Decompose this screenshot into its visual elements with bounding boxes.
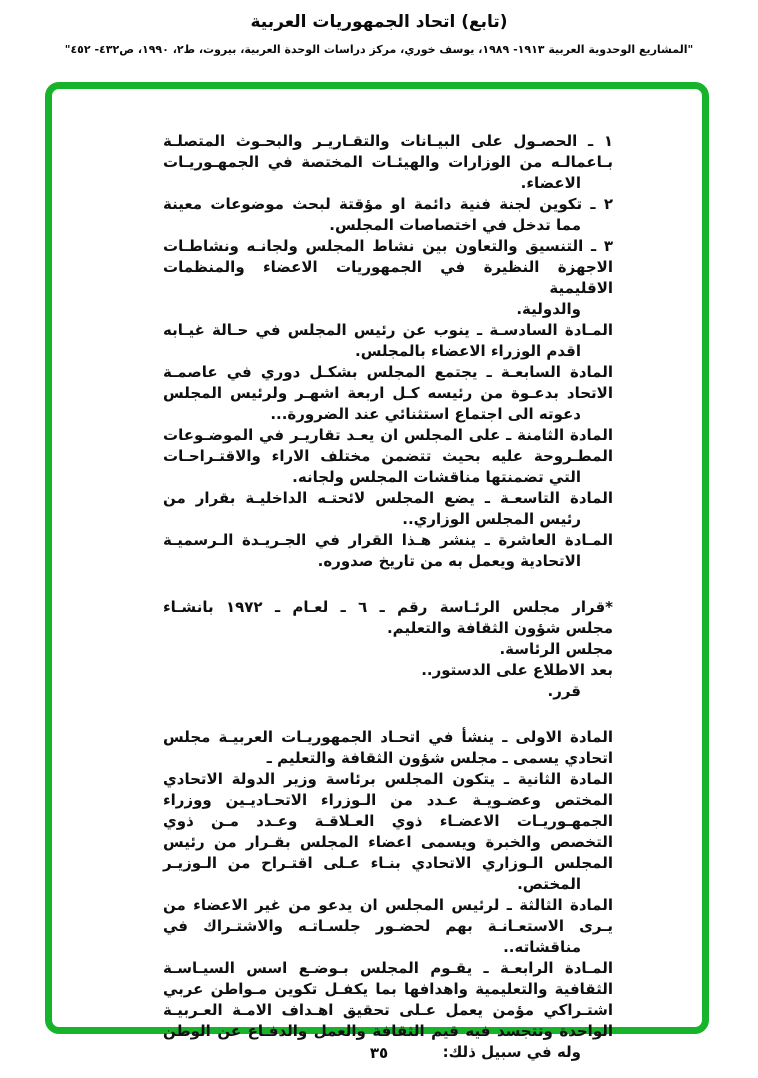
text-line: المطـروحة عليه بحيث تتضمن مختلف الاراء والاقتـراحـات (163, 447, 613, 465)
text-line: ٢ ـ تكوين لجنة فنية دائمة او مؤقتة لبحث موضوعات معينة (163, 195, 613, 213)
paragraph (163, 530, 613, 572)
text-line: المـادة الرابعـة ـ يقـوم المجلس بـوضـع اسس السيـاسـة (163, 959, 613, 977)
text-line: دعوته الى اجتماع استثنائي عند الضرورة... (270, 405, 581, 423)
paragraph (163, 362, 613, 425)
text-line: وله في سبيل ذلك: (442, 1043, 581, 1061)
text-line: قرر. (547, 682, 581, 700)
text-line: المجلس الـوزاري الاتحادي بنـاء عـلى اقتـراح من الـوزيـر (163, 854, 613, 872)
text-line: الاجهزة النظيرة في الجمهوريات الاعضاء والمنظمات الاقليمية (163, 258, 613, 297)
paragraph (163, 895, 613, 958)
paragraph (163, 320, 613, 362)
page-number: ٣٥ (369, 1044, 389, 1062)
text-line: اشتـراكي مؤمن يعمل عـلى تحقيق اهـداف الامـة العـربيـة (163, 1001, 613, 1019)
text-line: الثقافية والتعليمية واهدافها بما يكفـل تكوين مـواطن عربي (163, 980, 613, 998)
paragraph (163, 727, 613, 769)
text-line: الاتحادية ويعمل به من تاريخ صدوره. (317, 552, 581, 570)
text-line: *قرار مجلس الرئـاسة رقم ـ ٦ ـ لعـام ـ ١٩٧٢ بانشـاء (163, 598, 613, 616)
text-line: يـرى الاستعـانـة بهم لحضـور جلسـاتـه والاشتـراك في (163, 917, 613, 935)
paragraph (163, 236, 613, 320)
text-line: مجلس شؤون الثقافة والتعليم. (386, 619, 613, 637)
document-title: (تابع) اتحاد الجمهوريات العربية (250, 12, 508, 32)
source-citation: "المشاريع الوحدوية العربية ١٩١٣- ١٩٨٩، يوسف خوري، مركز دراسات الوحدة العربية، بيروت، ط٢، ١٩٩٠، ص٤٣٢- ٤٥٢" (64, 43, 694, 56)
text-line: ٣ ـ التنسيق والتعاون بين نشاط المجلس ولجانـه ونشاطـات (163, 237, 613, 255)
text-line: اتحادي يسمى ـ مجلس شؤون الثقافة والتعليم ـ (266, 749, 613, 767)
paragraph (163, 597, 613, 702)
text-line: المـادة العاشرة ـ ينشر هـذا القرار في الجـريـدة الـرسميـة (163, 531, 613, 549)
paragraph (163, 769, 613, 895)
text-line: مناقشاته.. (503, 938, 581, 956)
text-line: بـاعمالـه من الوزارات والهيئـات المختصة في الجمهـوريـات (163, 153, 613, 171)
document-body (163, 131, 613, 1063)
text-line: المادة السابعـة ـ يجتمع المجلس بشكـل دوري في عاصمـة (163, 363, 613, 381)
paragraph (163, 488, 613, 530)
text-line: المختص وعضـويـة عـدد من الـوزراء الاتحـاديـين ووزراء (163, 791, 613, 809)
text-line: المادة الثانية ـ يتكون المجلس برئاسة وزير الدولة الاتحادي (163, 770, 613, 788)
text-line: الاعضاء. (520, 174, 581, 192)
text-line: بعد الاطلاع على الدستور.. (421, 661, 613, 679)
text-line: مجلس الرئاسة. (499, 640, 613, 658)
text-line: المادة الاولى ـ ينشأ في اتحـاد الجمهوريـات العربيـة مجلس (163, 728, 613, 746)
text-line: والدولية. (516, 300, 581, 318)
paragraph (163, 194, 613, 236)
text-line: المادة التاسعـة ـ يضع المجلس لائحتـه الداخليـة بقرار من (163, 489, 613, 507)
text-line: المادة الثامنة ـ على المجلس ان يعـد تقاريـر في الموضـوعات (163, 426, 613, 444)
text-line: المختص. (517, 875, 581, 893)
text-line: مما تدخل في اختصاصات المجلس. (329, 216, 581, 234)
text-line: التخصص والخبرة ويسمى اعضاء المجلس بقـرار من رئيس (163, 833, 613, 851)
text-line: ١ ـ الحصـول على البيـانات والتقـاريـر والبحـوث المتصلـة (163, 132, 613, 150)
paragraph (163, 425, 613, 488)
text-line: الجمهـوريـات الاعضـاء ذوي العـلاقـة وعـدد مـن ذوي (163, 812, 613, 830)
text-line: الواحدة وتتجسد فيه قيم الثقافة والعمل والدفـاع عن الوطن (163, 1022, 613, 1040)
text-line: رئيس المجلس الوزاري.. (402, 510, 581, 528)
text-line: المادة الثالثة ـ لرئيس المجلس ان يدعو من غير الاعضاء من (163, 896, 613, 914)
text-line: التي تضمنتها مناقشات المجلس ولجانه. (292, 468, 581, 486)
page-header (0, 12, 758, 56)
text-line: اقدم الوزراء الاعضاء بالمجلس. (355, 342, 581, 360)
text-line: الاتحاد بدعـوة من رئيسه كـل اربعة اشهـر ولرئيس المجلس (163, 384, 613, 402)
text-line: المـادة السادسـة ـ ينوب عن رئيس المجلس في حـالة غيـابه (163, 321, 613, 339)
paragraph (163, 131, 613, 194)
